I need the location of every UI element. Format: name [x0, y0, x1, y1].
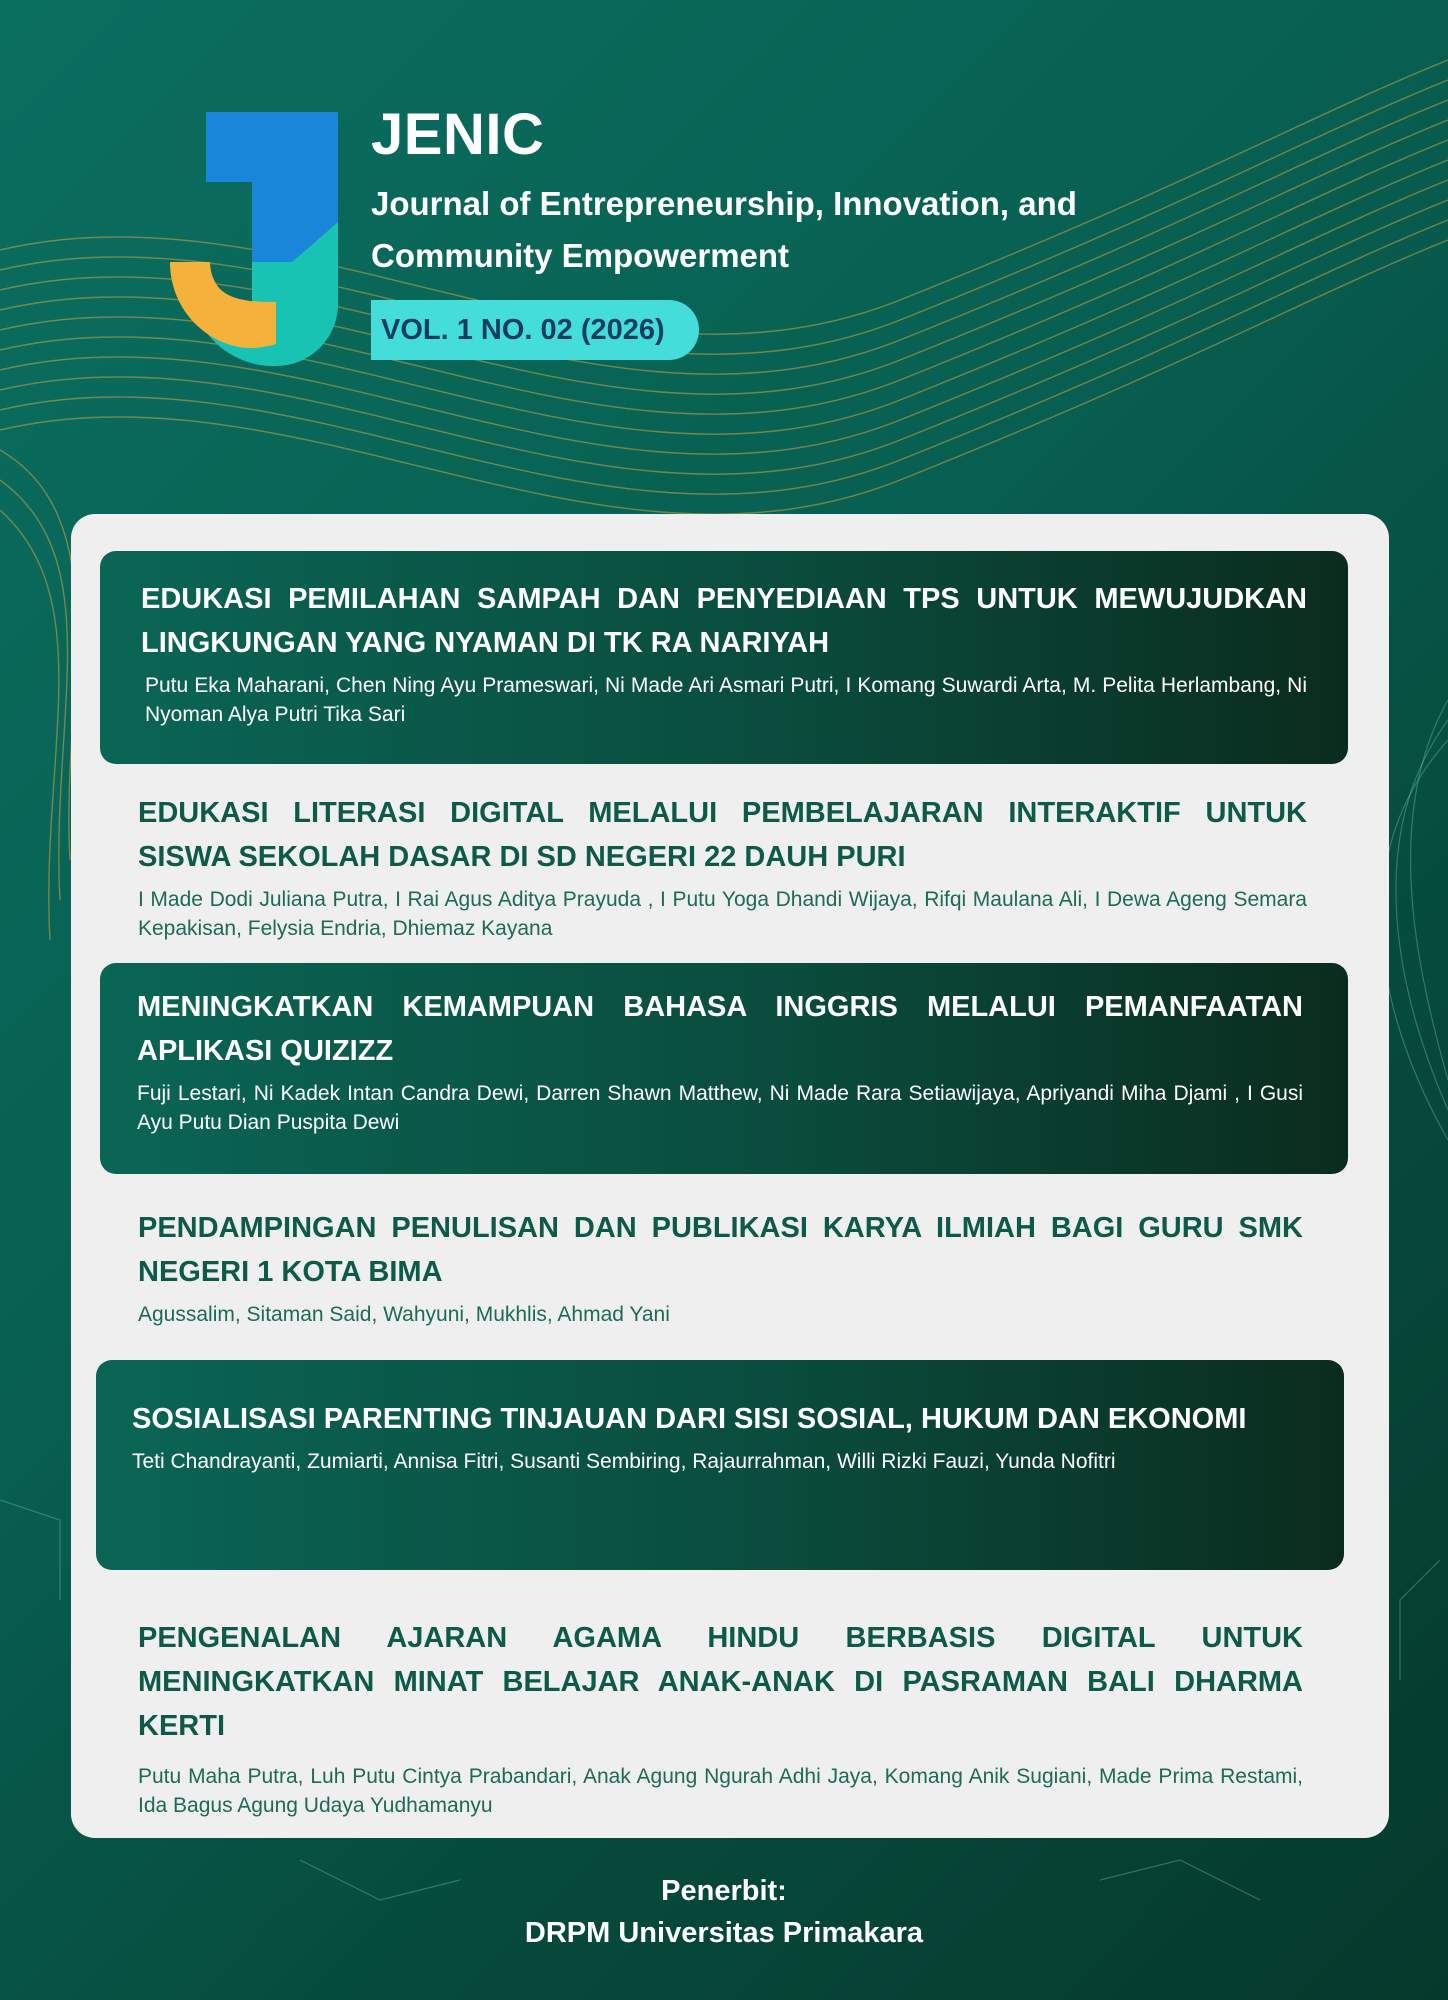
article-card[interactable]: [100, 963, 1348, 1174]
articles-panel: [71, 514, 1389, 1838]
article-authors: Agussalim, Sitaman Said, Wahyuni, Mukhlis, Ahmad Yani: [138, 1303, 670, 1326]
publisher-label: Penerbit:: [661, 1875, 787, 1907]
article-card[interactable]: [96, 1360, 1344, 1570]
article-title: PENGENALAN AJARAN AGAMA HINDU BERBASIS DIGITAL UNTUK MENINGKATKAN MINAT BELAJAR ANAK-ANAK DI PASRAMAN BALI DHARMA KERTI: [138, 1622, 1303, 1742]
journal-full-name: Journal of Entrepreneurship, Innovation, and Community Empowerment: [371, 185, 1077, 274]
article-title: MENINGKATKAN KEMAMPUAN BAHASA INGGRIS MELALUI PEMANFAATAN APLIKASI QUIZIZZ: [137, 991, 1303, 1067]
article-card[interactable]: [100, 1184, 1348, 1334]
cover-header: [0, 0, 1448, 460]
article-authors: Putu Maha Putra, Luh Putu Cintya Prabandari, Anak Agung Ngurah Adhi Jaya, Komang Anik Sugiani, Made Prima Restami, Ida Bagus Agung Udaya Yudhamanyu: [138, 1765, 1303, 1817]
journal-acronym: JENIC: [371, 102, 545, 167]
article-card[interactable]: [100, 1596, 1348, 1817]
publisher-block: [0, 1870, 1448, 1954]
article-title: SOSIALISASI PARENTING TINJAUAN DARI SISI SOSIAL, HUKUM DAN EKONOMI: [132, 1403, 1247, 1435]
article-authors: Fuji Lestari, Ni Kadek Intan Candra Dewi, Darren Shawn Matthew, Ni Made Rara Setiawijaya, Apriyandi Miha Djami , I Gusi Ayu Putu Dian Puspita Dewi: [137, 1082, 1303, 1134]
article-title: EDUKASI PEMILAHAN SAMPAH DAN PENYEDIAAN TPS UNTUK MEWUJUDKAN LINGKUNGAN YANG NYAMAN DI TK RA NARIYAH: [141, 583, 1307, 659]
article-title: PENDAMPINGAN PENULISAN DAN PUBLIKASI KARYA ILMIAH BAGI GURU SMK NEGERI 1 KOTA BIMA: [138, 1212, 1303, 1288]
article-title: EDUKASI LITERASI DIGITAL MELALUI PEMBELAJARAN INTERAKTIF UNTUK SISWA SEKOLAH DASAR DI SD NEGERI 22 DAUH PURI: [138, 797, 1307, 873]
article-authors: Putu Eka Maharani, Chen Ning Ayu Prameswari, Ni Made Ari Asmari Putri, I Komang Suwardi Arta, M. Pelita Herlambang, Ni Nyoman Alya Putri Tika Sari: [145, 674, 1307, 726]
article-authors: Teti Chandrayanti, Zumiarti, Annisa Fitri, Susanti Sembiring, Rajaurrahman, Willi Rizki Fauzi, Yunda Nofitri: [132, 1450, 1116, 1473]
jenic-logo: [170, 112, 340, 366]
article-card[interactable]: [100, 551, 1348, 764]
volume-badge: VOL. 1 NO. 02 (2026): [371, 300, 699, 360]
article-card[interactable]: [100, 769, 1348, 941]
article-authors: I Made Dodi Juliana Putra, I Rai Agus Aditya Prayuda , I Putu Yoga Dhandi Wijaya, Rifqi Maulana Ali, I Dewa Ageng Semara Kepakisan, Felysia Endria, Dhiemaz Kayana: [138, 888, 1307, 940]
journal-title-block: [371, 100, 1171, 360]
publisher-name: DRPM Universitas Primakara: [524, 1917, 924, 1949]
